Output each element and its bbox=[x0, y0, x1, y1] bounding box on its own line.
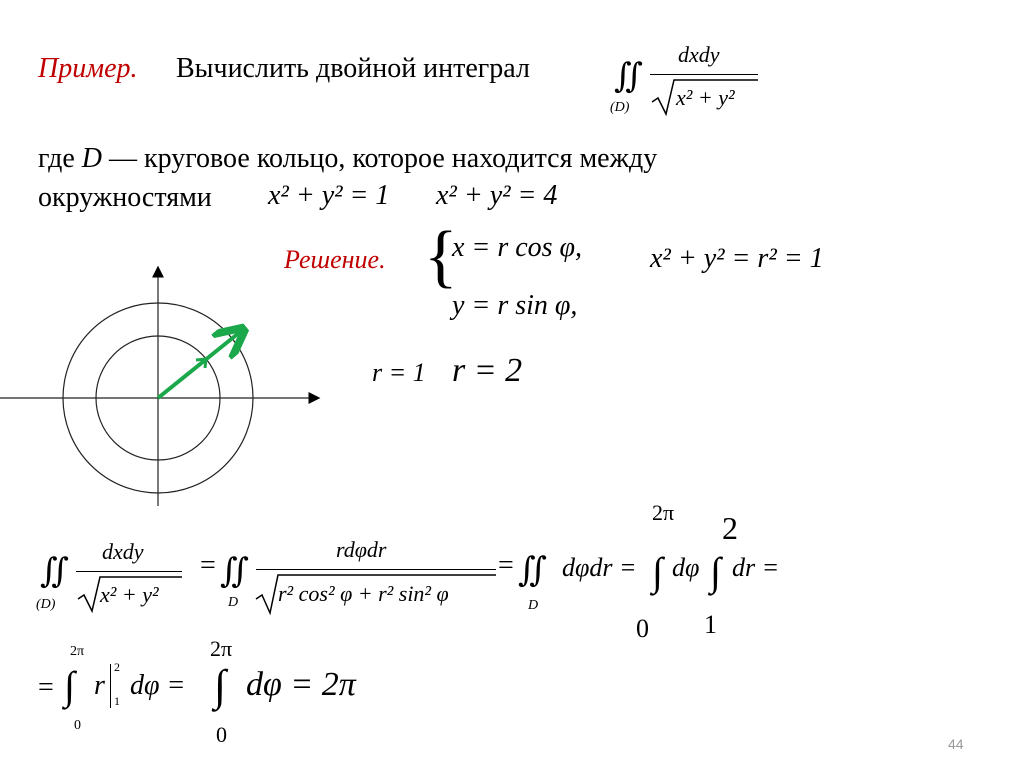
description-rest: — круговое кольцо, которое находится между bbox=[109, 143, 658, 174]
last-lower-limit: 0 bbox=[216, 722, 227, 747]
integrand-numerator: dxdy bbox=[678, 42, 720, 67]
evaluation-lower: 1 bbox=[114, 694, 120, 708]
title-integral bbox=[610, 40, 760, 125]
evaluation-upper: 2 bbox=[114, 660, 120, 674]
outer-lower-limit: 0 bbox=[636, 614, 649, 643]
lhs-region: (D) bbox=[36, 597, 56, 612]
last-integral-sign: ∫ bbox=[214, 661, 227, 710]
rhs-region: D bbox=[528, 598, 539, 613]
fraction-bar bbox=[650, 74, 758, 75]
inner-integral-sign: ∫ bbox=[710, 549, 721, 594]
final-result: dφ = 2π bbox=[246, 666, 356, 703]
equals-2: = bbox=[498, 550, 514, 581]
evaluation-bar bbox=[110, 664, 111, 708]
final-r: r bbox=[94, 670, 105, 701]
final-upper-limit: 2π bbox=[70, 644, 85, 659]
inner-upper-limit: 2 bbox=[722, 510, 738, 546]
outer-integral-sign: ∫ bbox=[652, 549, 663, 594]
radius-arrow-outer bbox=[158, 332, 240, 398]
outer-upper-limit: 2π bbox=[652, 500, 675, 525]
final-dphi: dφ = bbox=[130, 670, 186, 701]
final-integral-sign: ∫ bbox=[64, 663, 75, 708]
inner-lower-limit: 1 bbox=[704, 610, 717, 639]
lhs-integral bbox=[36, 537, 196, 622]
page-number: 44 bbox=[948, 736, 964, 752]
middle-double-integral-sign: ∬ bbox=[220, 553, 249, 590]
example-label: Пример. bbox=[38, 53, 138, 84]
description-line-2: окружностями bbox=[38, 182, 212, 213]
middle-numerator: rdφdr bbox=[336, 537, 387, 562]
solution-label: Решение. bbox=[284, 245, 386, 274]
outer-differential: dφ bbox=[672, 553, 700, 582]
rhs-double-integral-sign: ∬ bbox=[518, 552, 547, 589]
double-integral-sign: ∬ bbox=[614, 58, 643, 95]
task-text: Вычислить двойной интеграл bbox=[176, 53, 530, 84]
inner-differential: dr = bbox=[732, 553, 780, 582]
middle-region: D bbox=[228, 595, 239, 610]
sqrt-argument: x² + y² bbox=[676, 85, 735, 110]
final-equals: = bbox=[38, 672, 54, 703]
circle-equation-2: x² + y² = 4 bbox=[436, 180, 558, 211]
middle-integral bbox=[220, 533, 500, 623]
middle-fraction-bar bbox=[256, 569, 496, 570]
region-variable: D bbox=[81, 143, 102, 174]
lhs-sqrt-argument: x² + y² bbox=[100, 582, 159, 607]
lhs-double-integral-sign: ∬ bbox=[40, 553, 69, 590]
equals-1: = bbox=[200, 550, 216, 581]
polar-equation: x² + y² = r² = 1 bbox=[650, 243, 824, 274]
description-line-1 bbox=[38, 143, 657, 175]
annulus-diagram bbox=[0, 262, 330, 512]
lhs-numerator: dxdy bbox=[102, 539, 144, 564]
rhs-integrand: dφdr = bbox=[562, 553, 637, 582]
radius-2: r = 2 bbox=[452, 352, 523, 389]
description-prefix: где bbox=[38, 143, 75, 174]
system-y: y = r sin φ, bbox=[452, 290, 578, 321]
system-x: x = r cos φ, bbox=[452, 232, 583, 263]
final-lower-limit: 0 bbox=[74, 718, 81, 733]
radius-1: r = 1 bbox=[372, 358, 426, 387]
system-brace: { bbox=[424, 218, 458, 295]
last-upper-limit: 2π bbox=[210, 636, 233, 661]
lhs-fraction-bar bbox=[76, 571, 182, 572]
circle-equation-1: x² + y² = 1 bbox=[268, 180, 390, 211]
middle-sqrt-argument: r² cos² φ + r² sin² φ bbox=[278, 581, 449, 606]
integral-region: (D) bbox=[610, 100, 630, 115]
